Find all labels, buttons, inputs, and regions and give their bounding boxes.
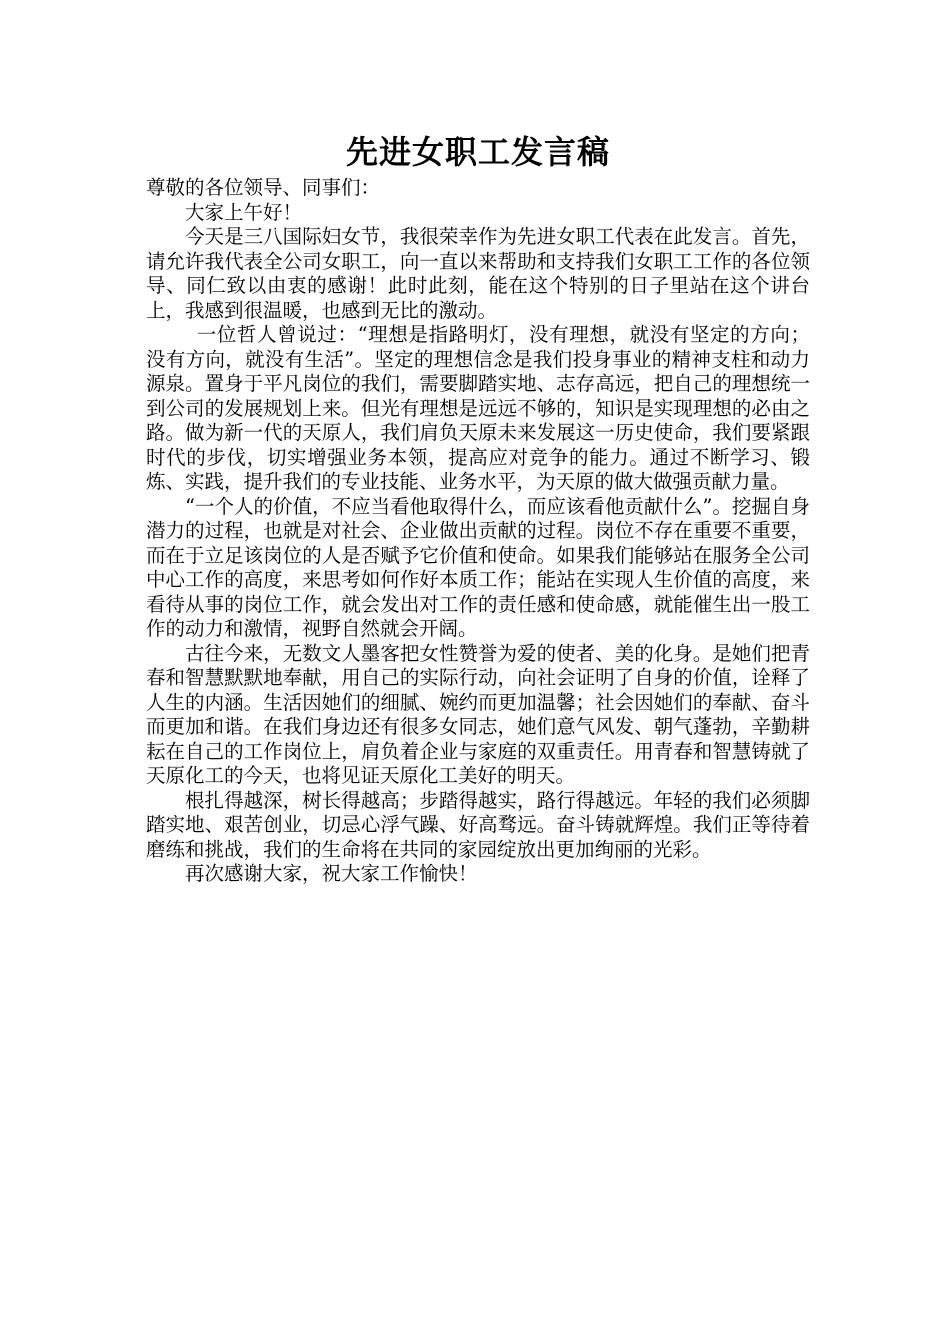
document-body (146, 130, 810, 887)
body-paragraph: 今天是三八国际妇女节，我很荣幸作为先进女职工代表在此发言。首先，请允许我代表全公司女职工，向一直以来帮助和支持我们女职工工作的各位领导、同仁致以由衷的感谢！此时此刻，能在这个特别的日子里站在这个讲台上，我感到很温暖，也感到无比的激动。 (146, 225, 810, 322)
body-paragraph: 根扎得越深，树长得越高；步踏得越实，路行得越远。年轻的我们必须脚踏实地、艰苦创业，切忌心浮气躁、好高骛远。奋斗铸就辉煌。我们正等待着磨练和挑战，我们的生命将在共同的家园绽放出更加绚丽的光彩。 (146, 788, 810, 861)
body-paragraph: “一个人的价值，不应当看他取得什么，而应该看他贡献什么”。挖掘自身潜力的过程，也就是对社会、企业做出贡献的过程。岗位不存在重要不重要，而在于立足该岗位的人是否赋予它价值和使命。如果我们能够站在服务全公司中心工作的高度，来思考如何作好本质工作；能站在实现人生价值的高度，来看待从事的岗位工作，就会发出对工作的责任感和使命感，就能催生出一股工作的动力和激情，视野自然就会开阔。 (146, 494, 810, 640)
body-paragraph: 古往今来，无数文人墨客把女性赞誉为爱的使者、美的化身。是她们把青春和智慧默默地奉献，用自己的实际行动，向社会证明了自身的价值，诠释了人生的内涵。生活因她们的细腻、婉约而更加温馨；社会因她们的奉献、奋斗而更加和谐。在我们身边还有很多女同志，她们意气风发、朝气蓬勃，辛勤耕耘在自己的工作岗位上，肩负着企业与家庭的双重责任。用青春和智慧铸就了天原化工的今天，也将见证天原化工美好的明天。 (146, 641, 810, 787)
body-paragraph: 一位哲人曾说过：“理想是指路明灯，没有理想，就没有坚定的方向；没有方向，就没有生活”。坚定的理想信念是我们投身事业的精神支柱和动力源泉。置身于平凡岗位的我们，需要脚踏实地、志存高远，把自己的理想统一到公司的发展规划上来。但光有理想是远远不够的，知识是实现理想的必由之路。做为新一代的天原人，我们肩负天原未来发展这一历史使命，我们要紧跟时代的步伐，切实增强业务本领，提高应对竞争的能力。通过不断学习、锻炼、实践，提升我们的专业技能、业务水平，为天原的做大做强贡献力量。 (146, 323, 810, 493)
document-title: 先进女职工发言稿 (345, 133, 610, 171)
salutation: 尊敬的各位领导、同事们： (146, 176, 381, 199)
greeting-paragraph: 大家上午好！ (185, 200, 303, 224)
closing-paragraph: 再次感谢大家，祝大家工作愉快！ (185, 862, 478, 885)
